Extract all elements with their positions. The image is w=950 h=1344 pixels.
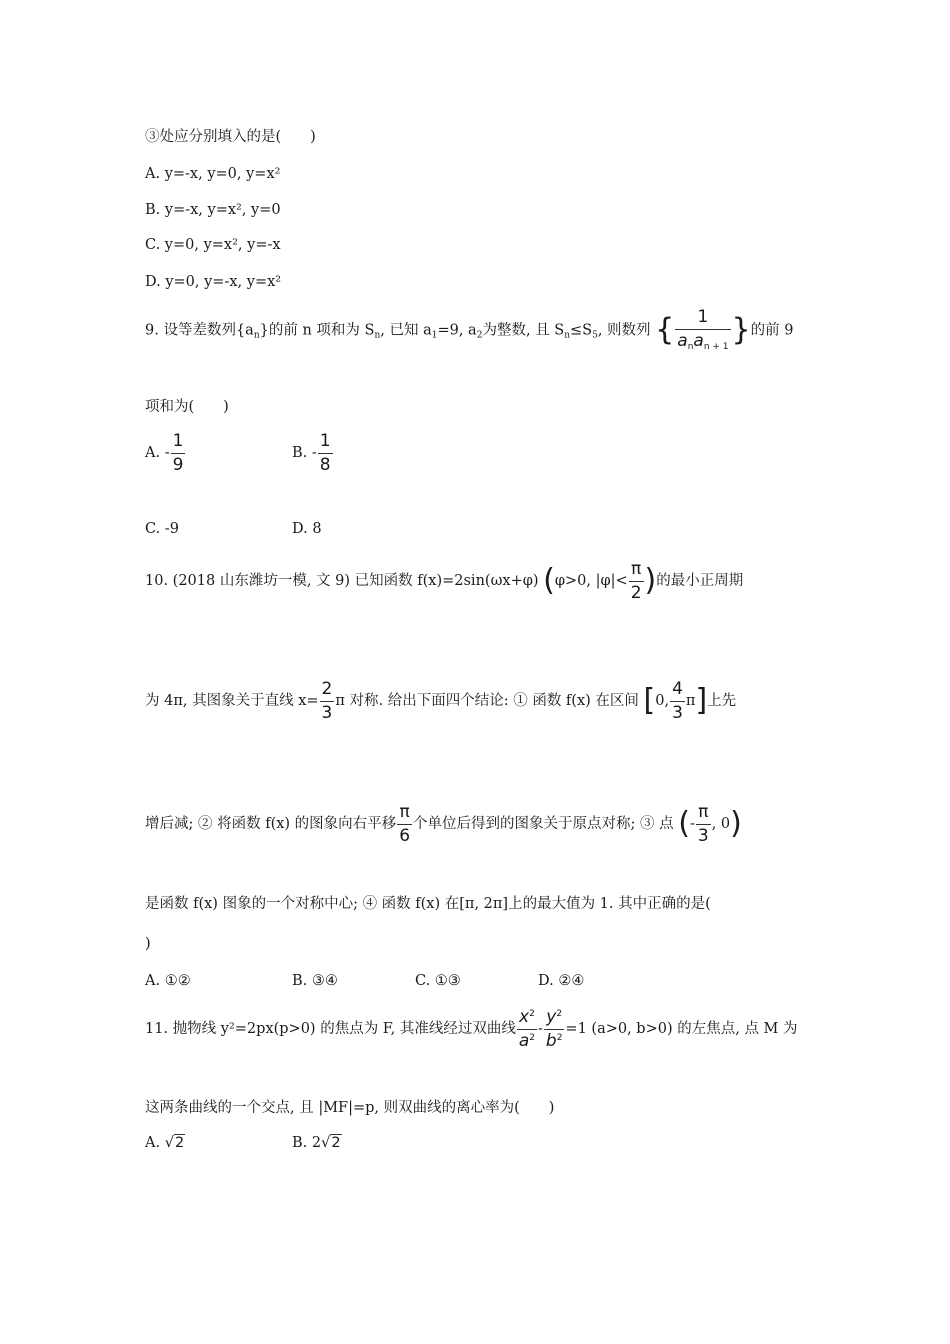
q9-option-b[interactable]: B. - $\frac{1}{8}$ (292, 431, 331, 475)
q11-option-b[interactable]: B. 2√2 (292, 1135, 341, 1151)
q8-stem-tail: ③处应分别填入的是( ) (145, 129, 316, 145)
right-brace: } (731, 312, 751, 348)
q9-option-d[interactable]: D. 8 (292, 521, 322, 537)
q8-option-c[interactable]: C. y=0, y=x², y=-x (145, 237, 281, 253)
q8-option-a[interactable]: A. y=-x, y=0, y=x² (145, 166, 281, 182)
q10-stem-line5: ) (145, 936, 151, 952)
q11-option-a[interactable]: A. √2 (145, 1135, 185, 1151)
q10-option-b[interactable]: B. ③④ (292, 973, 338, 989)
sqrt-symbol: √ (164, 1135, 174, 1151)
q10-stem-line4: 是函数 f(x) 图象的一个对称中心; ④ 函数 f(x) 在[π, 2π]上的最大值为 1. 其中正确的是( (145, 896, 711, 912)
q8-option-d[interactable]: D. y=0, y=-x, y=x² (145, 274, 282, 290)
q10-option-a[interactable]: A. ①② (145, 973, 191, 989)
q10-stem-line2: 为 4π, 其图象关于直线 x= $\frac{2}{3}$ π 对称. 给出下面四个结论: ① 函数 f(x) 在区间 [0, $\frac{4}{3}$ π]上先 (145, 679, 737, 723)
sqrt-symbol: √ (321, 1135, 331, 1151)
q9-option-a[interactable]: A. - $\frac{1}{9}$ (145, 431, 184, 475)
q10-stem-line1: 10. (2018 山东潍坊一模, 文 9) 已知函数 f(x)=2sin(ωx+φ) (φ>0, |φ|< $\frac{\pi}{2}$ )的最小正周期 (145, 559, 744, 603)
q11-stem-line1: 11. 抛物线 y²=2px(p>0) 的焦点为 F, 其准线经过双曲线 $\frac{x^2}{a^2}$ - $\frac{y^2}{b^2}$ =1 (a>0, b>0) 的左焦点, 点 M 为 (145, 1007, 798, 1051)
q10-option-c[interactable]: C. ①③ (415, 973, 461, 989)
q10-stem-line3: 增后减; ② 将函数 f(x) 的图象向右平移 $\frac{\pi}{6}$ 个单位后得到的图象关于原点对称; ③ 点 (- $\frac{\pi}{3}$ , 0) (145, 802, 742, 846)
q9-stem-line2: 项和为( ) (145, 399, 229, 415)
q10-option-d[interactable]: D. ②④ (538, 973, 585, 989)
left-brace: { (655, 312, 675, 348)
q9-stem-line1: 9. 设等差数列$\{a_n\}$的前 n 项和为 $S_n$, 已知 $a_1=9$, $a_2$为整数, 且 $S_n\le S_5$, 则数列 { $\frac{1}{a_na_{n + 1}}$ }的前 9 (145, 307, 794, 352)
hyperbola-x-term: $\frac{x^2}{a^2}$ (518, 1007, 535, 1051)
hyperbola-y-term: $\frac{y^2}{b^2}$ (545, 1007, 563, 1051)
q9-option-c[interactable]: C. -9 (145, 521, 179, 537)
q9-sequence-fraction: $\frac{1}{a_na_{n + 1}}$ (677, 307, 729, 352)
q8-option-b[interactable]: B. y=-x, y=x², y=0 (145, 202, 281, 218)
q11-stem-line2: 这两条曲线的一个交点, 且 |MF|=p, 则双曲线的离心率为( ) (145, 1100, 555, 1116)
